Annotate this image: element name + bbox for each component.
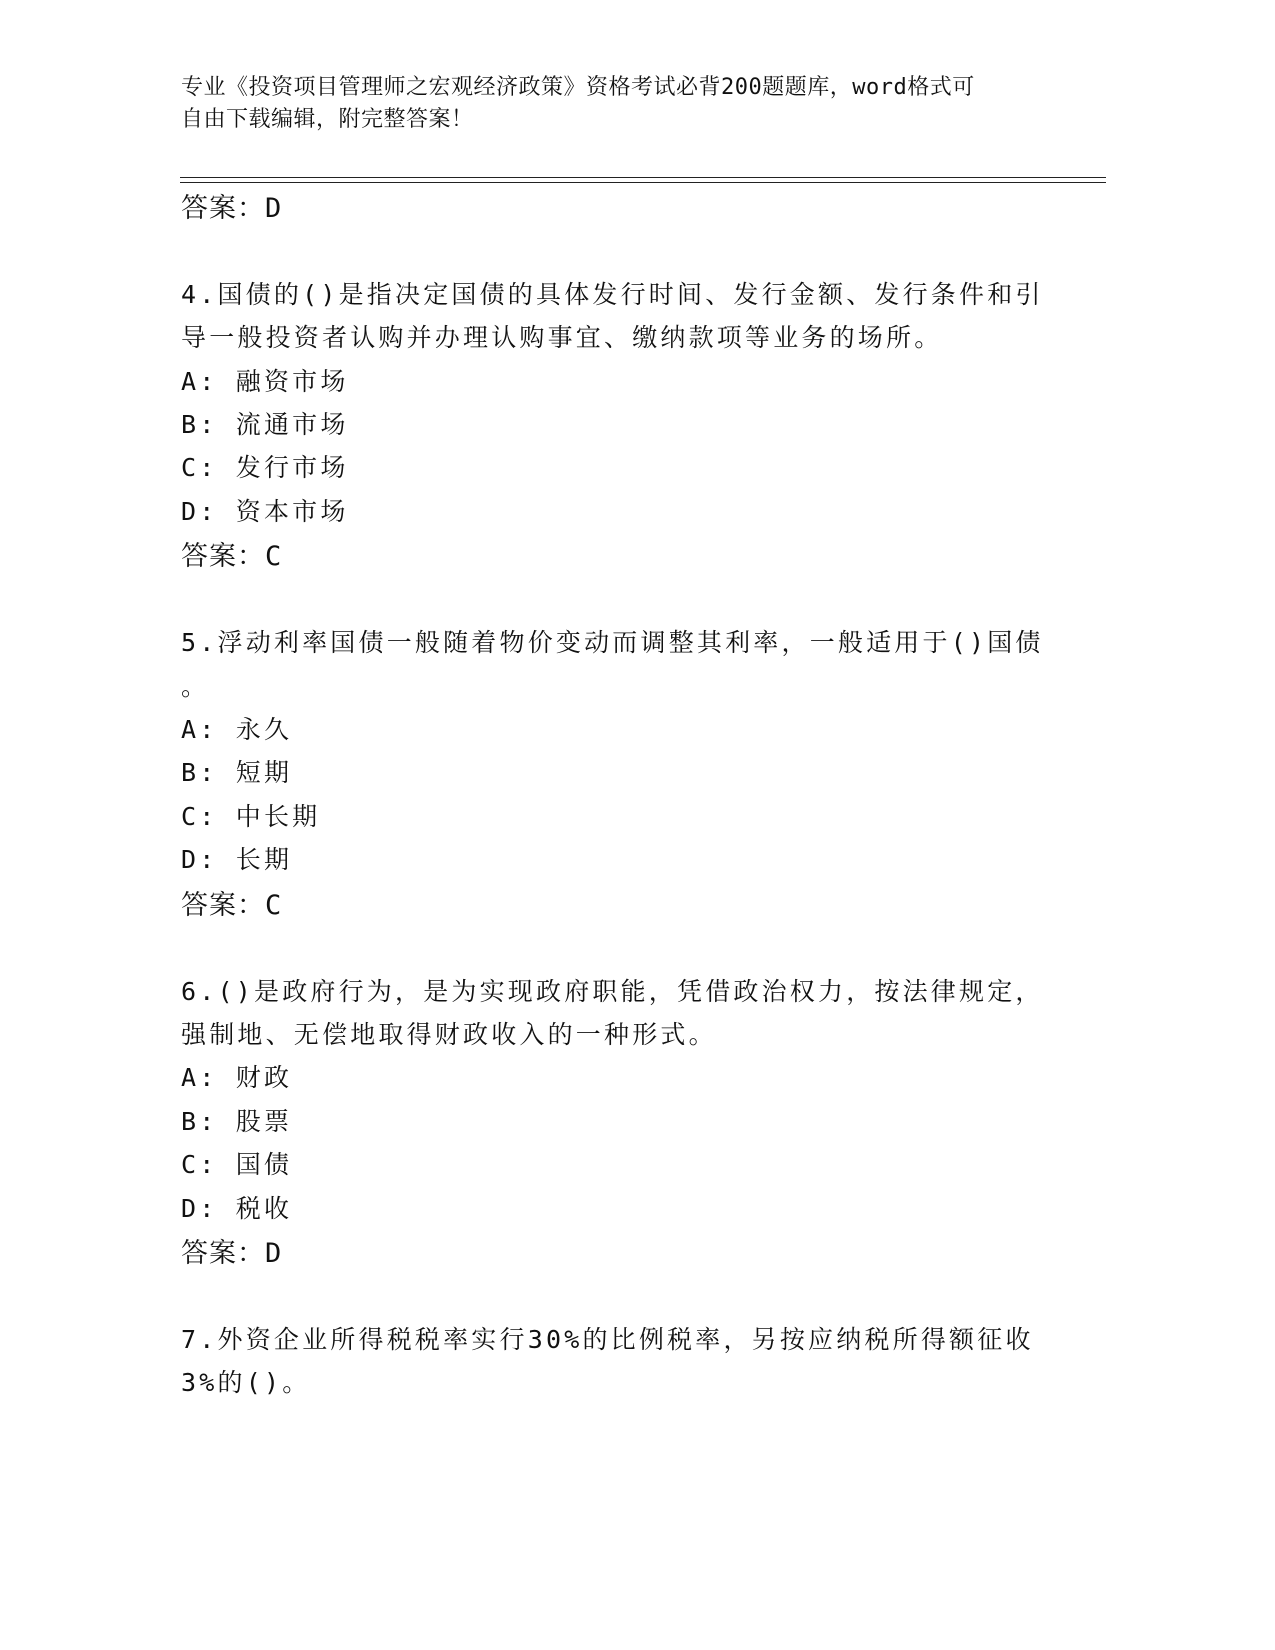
option-c: C: 中长期 bbox=[181, 802, 321, 831]
option-a: A: 融资市场 bbox=[181, 367, 349, 396]
option-c: C: 国债 bbox=[181, 1150, 293, 1179]
question-text-line: 6.()是政府行为，是为实现政府职能，凭借政治权力，按法律规定， bbox=[181, 977, 1044, 1006]
question-text-line: 3%的()。 bbox=[181, 1368, 311, 1397]
answer: 答案：D bbox=[181, 1238, 283, 1269]
answer: 答案：C bbox=[181, 890, 283, 921]
question-text-line: 导一般投资者认购并办理认购事宜、缴纳款项等业务的场所。 bbox=[181, 323, 943, 352]
option-b: B: 短期 bbox=[181, 758, 293, 787]
question-text-line: 4.国债的()是指决定国债的具体发行时间、发行金额、发行条件和引 bbox=[181, 280, 1044, 309]
header-line-1: 专业《投资项目管理师之宏观经济政策》资格考试必背200题题库，word格式可 bbox=[181, 75, 975, 100]
option-d: D: 长期 bbox=[181, 845, 293, 874]
option-a: A: 财政 bbox=[181, 1063, 293, 1092]
option-b: B: 流通市场 bbox=[181, 410, 349, 439]
question-text-line: 强制地、无偿地取得财政收入的一种形式。 bbox=[181, 1020, 717, 1049]
previous-answer: 答案：D bbox=[181, 193, 283, 224]
header-divider-bottom bbox=[180, 182, 1106, 183]
option-d: D: 税收 bbox=[181, 1194, 293, 1223]
option-d: D: 资本市场 bbox=[181, 497, 349, 526]
header-divider-top bbox=[180, 177, 1106, 178]
question-text-line: 5.浮动利率国债一般随着物价变动而调整其利率，一般适用于()国债 bbox=[181, 628, 1044, 657]
option-b: B: 股票 bbox=[181, 1107, 293, 1136]
header-line-2: 自由下载编辑，附完整答案！ bbox=[181, 107, 474, 132]
option-a: A: 永久 bbox=[181, 715, 293, 744]
answer: 答案：C bbox=[181, 541, 283, 572]
document-header bbox=[181, 72, 1061, 136]
question-text-line: 7.外资企业所得税税率实行30%的比例税率，另按应纳税所得额征收 bbox=[181, 1325, 1034, 1354]
option-c: C: 发行市场 bbox=[181, 453, 349, 482]
question-text-line: 。 bbox=[181, 672, 210, 701]
